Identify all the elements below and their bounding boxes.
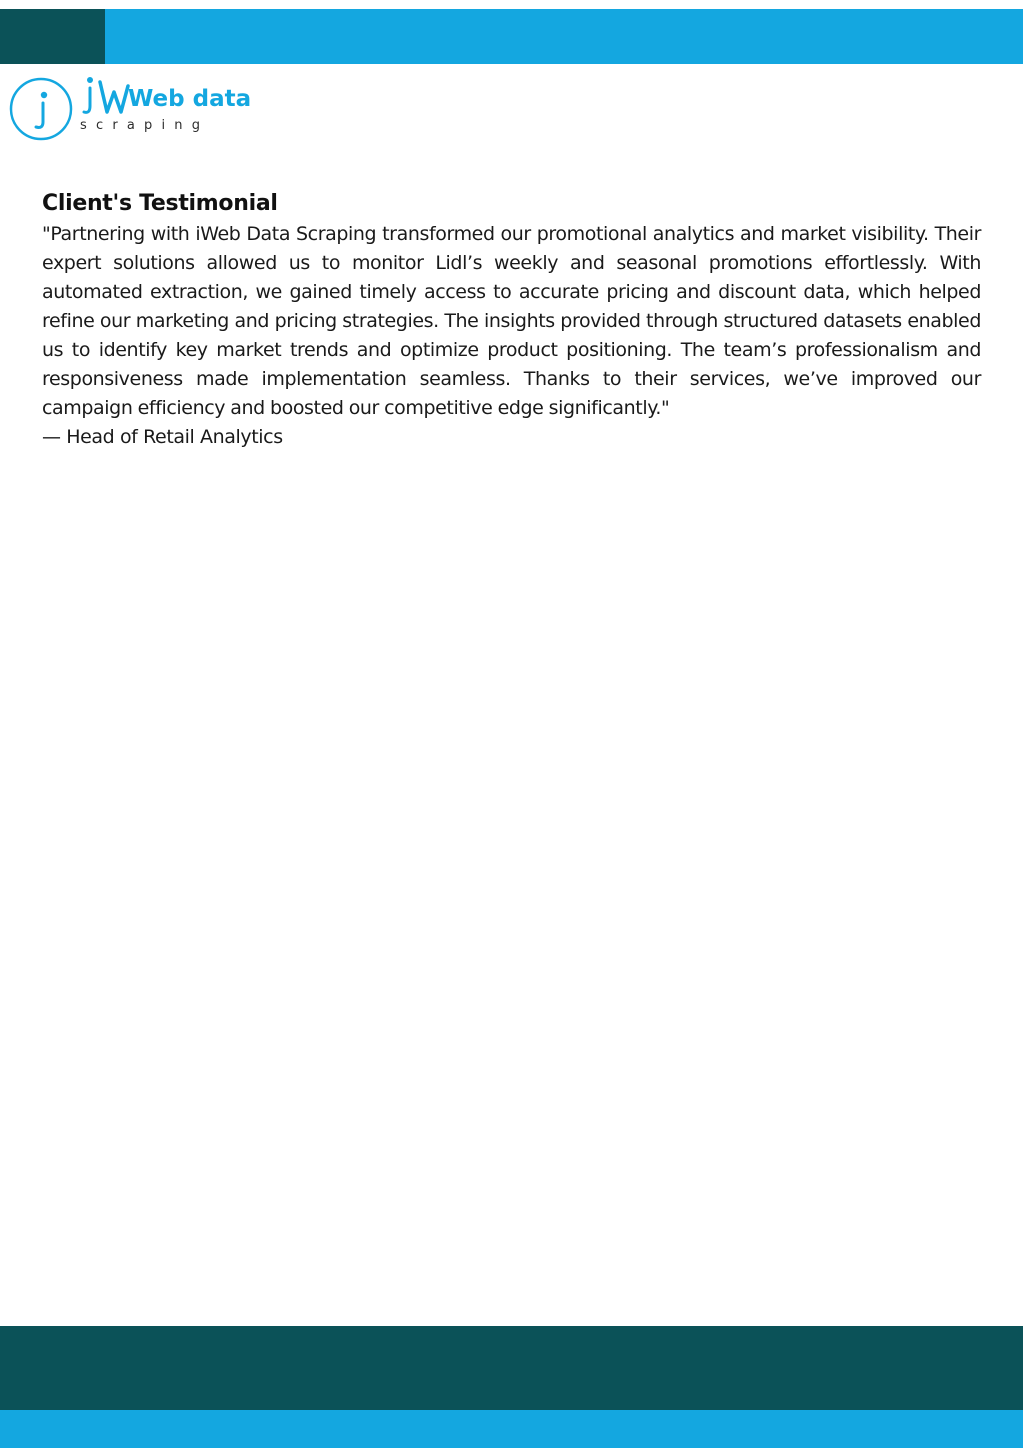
footer-band-dark xyxy=(0,1326,1023,1410)
logo-letter-w-icon xyxy=(97,78,131,116)
testimonial-section xyxy=(42,188,981,452)
brand-logo xyxy=(8,74,252,146)
iweb-logo-icon xyxy=(8,76,74,142)
header-accent-block xyxy=(0,9,105,64)
testimonial-quote: "Partnering with iWeb Data Scraping transformed our promotional analytics and market visibility. Their expert solutions allowed us to monitor Lidl’s weekly and seasonal promotions effortlessly. With automated extraction, we gained timely access to accurate pricing and discount data, which helped refine our marketing and pricing strategies. The insights provided through structured datasets enabled us to identify key market trends and optimize product positioning. The team’s professionalism and responsiveness made implementation seamless. Thanks to their services, we’ve improved our campaign efficiency and boosted our competitive edge significantly." xyxy=(42,223,981,419)
footer-band-light xyxy=(0,1410,1023,1448)
logo-letter-i-icon xyxy=(81,76,95,116)
logo-wordmark: Web data xyxy=(128,86,252,112)
logo-tagline: scraping xyxy=(80,118,210,133)
testimonial-heading: Client's Testimonial xyxy=(42,191,278,216)
testimonial-attribution: — Head of Retail Analytics xyxy=(42,426,283,448)
header-band xyxy=(0,9,1023,64)
